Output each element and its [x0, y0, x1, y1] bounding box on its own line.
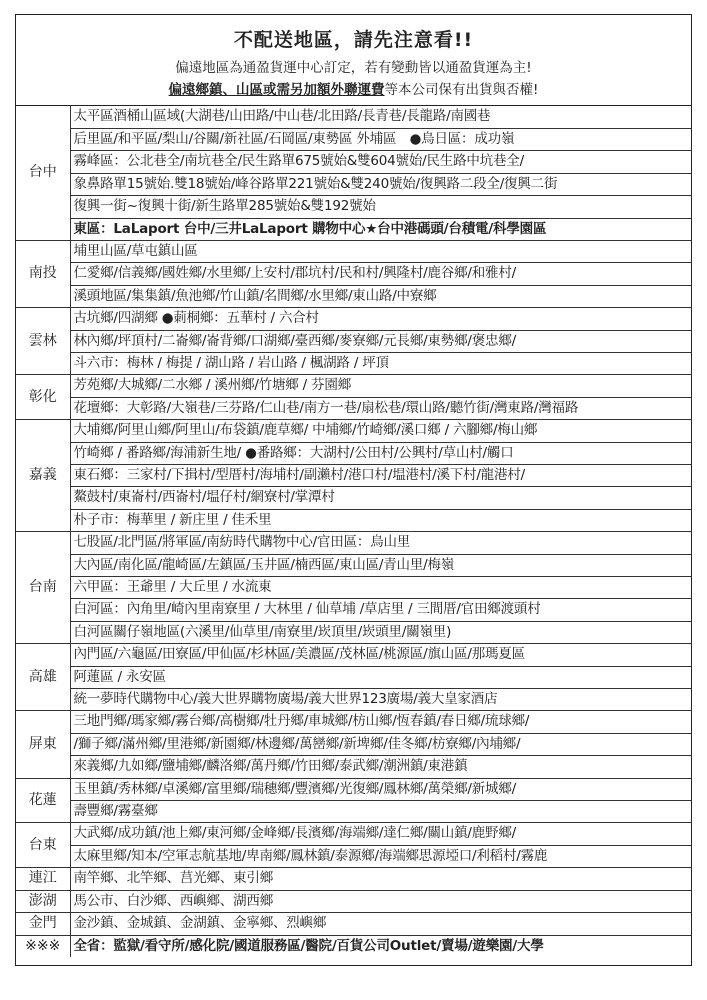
table-row [16, 689, 691, 711]
table-row [16, 868, 691, 890]
table-row [16, 554, 691, 576]
table-row [16, 733, 691, 755]
table-row [16, 913, 691, 935]
area-line: 白河區：內角里/崎內里南寮里 / 大林里 / 仙草埔 /草店里 / 三間厝/官田鄉渡頭村 [70, 599, 691, 621]
area-line: 大武鄉/成功鎮/池上鄉/東河鄉/金峰鄉/長濱鄉/海端鄉/達仁鄉/關山鎮/鹿野鄉/ [70, 823, 691, 845]
area-line: 竹崎鄉 / 番路鄉/海浦新生地/ ●番路鄉：大湖村/公田村/公興村/草山村/觸口 [70, 442, 691, 464]
area-line: 白河區關仔嶺地區(六溪里/仙草里/南寮里/崁頂里/崁頭里/關嶺里) [70, 621, 691, 643]
region-name: 南投 [16, 240, 70, 307]
area-line: 復興一街~復興十街/新生路單285號始&雙192號始 [70, 196, 691, 218]
area-line: 南竿鄉、北竿鄉、莒光鄉、東引鄉 [70, 868, 691, 890]
region-name: 澎湖 [16, 890, 70, 912]
area-line: 馬公市、白沙鄉、西嶼鄉、湖西鄉 [70, 890, 691, 912]
table-row [16, 487, 691, 509]
table-row [16, 532, 691, 554]
area-line: 溪頭地區/集集鎮/魚池鄉/竹山鎮/名間鄉/水里鄉/東山路/中寮鄉 [70, 285, 691, 307]
table-row [16, 218, 691, 240]
area-line: 大埔鄉/阿里山鄉/阿里山/布袋鎮/鹿草鄉/ 中埔鄉/竹崎鄉/溪口鄉 / 六腳鄉/梅山鄉 [70, 420, 691, 442]
notice-line-2-bold: 偏遠鄉鎮、山區或需另加額外聯運費 [168, 82, 385, 98]
table-row [16, 263, 691, 285]
area-line: 鰲鼓村/東崙村/西崙村/塭仔村/網寮村/掌潭村 [70, 487, 691, 509]
table-row [16, 599, 691, 621]
table-row [16, 621, 691, 643]
table-row [16, 756, 691, 778]
area-line: 來義鄉/九如鄉/鹽埔鄉/麟洛鄉/萬丹鄉/竹田鄉/泰武鄉/潮洲鎮/東港鎮 [70, 756, 691, 778]
notice-sheet [15, 14, 692, 966]
table-row [16, 106, 691, 128]
table-row [16, 128, 691, 150]
area-line: 七股區/北門區/將軍區/南紡時代購物中心/官田區：烏山里 [70, 532, 691, 554]
table-row [16, 577, 691, 599]
area-line: 玉里鎮/秀林鄉/卓溪鄉/富里鄉/瑞穗鄉/豐濱鄉/光復鄉/鳳林鄉/萬榮鄉/新城鄉/ [70, 778, 691, 800]
area-line: 東區：LaLaport 台中/三井LaLaport 購物中心★台中港碼頭/台積電/科學園區 [70, 218, 691, 240]
table-row [16, 173, 691, 195]
table-row [16, 935, 691, 957]
area-line: 阿蓮區 / 永安區 [70, 666, 691, 688]
area-line: 太平區酒桶山區域(大湖巷/山田路/中山巷/北田路/長青巷/長龍路/南國巷 [70, 106, 691, 128]
region-name: 台南 [16, 532, 70, 644]
area-line: 花壇鄉：大彰路/大嶺巷/三芬路/仁山巷/南方一巷/扇松巷/環山路/聽竹街/灣東路/灣福路 [70, 397, 691, 419]
table-row [16, 151, 691, 173]
table-row [16, 442, 691, 464]
table-row [16, 464, 691, 486]
table-row [16, 397, 691, 419]
table-row [16, 330, 691, 352]
table-row [16, 666, 691, 688]
area-line: 埔里山區/草屯鎮山區 [70, 240, 691, 262]
notice-line-2-rest: 等本公司保有出貨與否權! [384, 82, 539, 98]
region-name: 雲林 [16, 308, 70, 375]
page-title: 不配送地區，請先注意看!! [233, 29, 474, 51]
area-line: 壽豐鄉/霧臺鄉 [70, 801, 691, 823]
table-row [16, 890, 691, 912]
region-table-body [16, 106, 691, 957]
table-row [16, 801, 691, 823]
table-row [16, 778, 691, 800]
region-name: 高雄 [16, 644, 70, 711]
region-name: 台東 [16, 823, 70, 868]
table-row [16, 375, 691, 397]
area-line: 斗六市：梅林 / 梅提 / 湖山路 / 岩山路 / 楓湖路 / 坪頂 [70, 352, 691, 374]
region-name: 連江 [16, 868, 70, 890]
table-row [16, 509, 691, 531]
area-line: 后里區/和平區/梨山/谷關/新社區/石岡區/東勢區 外埔區 ●烏日區：成功嶺 [70, 128, 691, 150]
region-name: 屏東 [16, 711, 70, 778]
notice-line-1: 偏遠地區為通盈貨運中心訂定，若有變動皆以通盈貨運為主! [175, 60, 532, 76]
area-line: /獅子鄉/滿州鄉/里港鄉/新園鄉/林邊鄉/萬巒鄉/新埤鄉/佳冬鄉/枋寮鄉/內埔鄉/ [70, 733, 691, 755]
area-line: 林內鄉/坪頂村/二崙鄉/崙背鄉/口湖鄉/臺西鄉/麥寮鄉/元長鄉/東勢鄉/褒忠鄉/ [70, 330, 691, 352]
region-name: 金門 [16, 913, 70, 935]
region-name: 彰化 [16, 375, 70, 420]
area-line: 東石鄉：三家村/下揖村/型厝村/海埔村/副瀨村/港口村/塭港村/溪下村/龍港村/ [70, 464, 691, 486]
area-line: 仁愛鄉/信義鄉/國姓鄉/水里鄉/上安村/郡坑村/民和村/興隆村/鹿谷鄉/和雅村/ [70, 263, 691, 285]
area-line: 統一夢時代購物中心/義大世界購物廣場/義大世界123廣場/義大皇家酒店 [70, 689, 691, 711]
area-line: 六甲區：王爺里 / 大丘里 / 水流東 [70, 577, 691, 599]
region-name: 嘉義 [16, 420, 70, 532]
table-row [16, 196, 691, 218]
table-row [16, 420, 691, 442]
area-line: 金沙鎮、金城鎮、金湖鎮、金寧鄉、烈嶼鄉 [70, 913, 691, 935]
notice-header [16, 15, 691, 106]
area-line: 象鼻路單15號始.雙18號始/峰谷路單221號始&雙240號始/復興路二段全/復興二街 [70, 173, 691, 195]
table-row [16, 308, 691, 330]
region-name: 花蓮 [16, 778, 70, 823]
notice-line-2 [16, 79, 691, 101]
area-line: 太麻里鄉/知本/空軍志航基地/卑南鄉/鳳林鎮/泰源鄉/海端鄉思源埡口/利稻村/霧鹿 [70, 845, 691, 867]
table-row [16, 352, 691, 374]
area-line: 內門區/六龜區/田寮區/甲仙區/杉林區/美濃區/茂林區/桃源區/旗山區/那瑪夏區 [70, 644, 691, 666]
region-name: 台中 [16, 106, 70, 240]
area-line: 朴子市：梅華里 / 新庄里 / 佳禾里 [70, 509, 691, 531]
area-line: 古坑鄉/四湖鄉 ●莿桐鄉：五華村 / 六合村 [70, 308, 691, 330]
area-line: 霧峰區：公北巷全/南坑巷全/民生路單675號始&雙604號始/民生路中坑巷全/ [70, 151, 691, 173]
area-line: 全省：監獄/看守所/感化院/國道服務區/醫院/百貨公司Outlet/賣場/遊樂園/大學 [70, 935, 691, 957]
table-row [16, 845, 691, 867]
table-row [16, 285, 691, 307]
area-line: 大內區/南化區/龍崎區/左鎮區/玉井區/楠西區/東山區/青山里/梅嶺 [70, 554, 691, 576]
table-row [16, 823, 691, 845]
region-table [16, 106, 691, 957]
table-row [16, 644, 691, 666]
table-row [16, 240, 691, 262]
area-line: 三地門鄉/瑪家鄉/霧台鄉/高樹鄉/牡丹鄉/車城鄉/枋山鄉/恆春鎮/春日鄉/琉球鄉/ [70, 711, 691, 733]
region-name: ※※※ [16, 935, 70, 957]
area-line: 芳苑鄉/大城鄉/二水鄉 / 溪州鄉/竹塘鄉 / 芬園鄉 [70, 375, 691, 397]
table-row [16, 711, 691, 733]
